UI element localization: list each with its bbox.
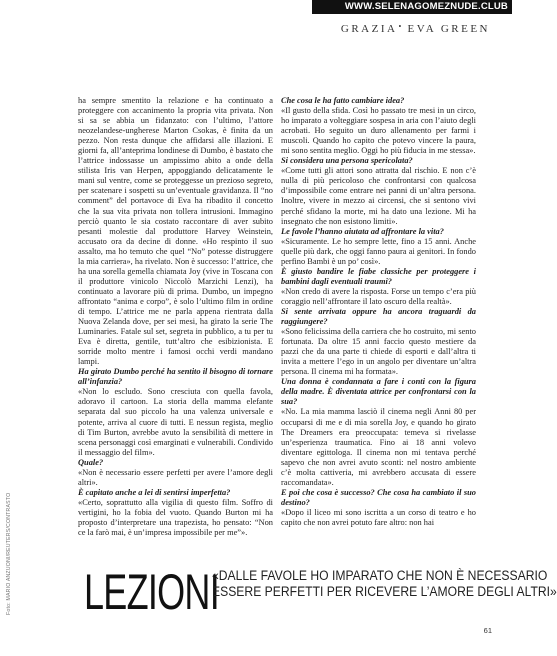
interview-question: È capitato anche a lei di sentirsi imperfetta? xyxy=(78,487,231,497)
magazine-name: GRAZIA xyxy=(340,23,398,35)
watermark-banner: WWW.SELENAGOMEZNUDE.CLUB xyxy=(312,0,512,14)
page-number: 61 xyxy=(483,626,492,635)
pull-quote xyxy=(212,568,557,600)
article-paragraph: «Come tutti gli attori sono attratta dal rischio. E non c’è nulla di più pericoloso che confrontarsi con qualcosa d’impossibile come entrare nei panni di un’altra persona. Inoltre, vivere in mezzo ai circensi, che si sentono vivi perché sfidano la morte, mi ha dato una lezione. Mi ha insegnato che non esistono limiti». xyxy=(281,166,476,226)
article-paragraph: «Non lo escludo. Sono cresciuta con quella favola, adoravo il cartoon. La storia della mamma elefante separata dal suo piccolo ha una valenza universale e potente, arriva al cuore di tutti. E nessun regista, meglio di Tim Burton, avrebbe avuto la sensibilità di mettere in scena personaggi così emarginati e vulnerabili. Condivido il messaggio del film». xyxy=(78,387,273,457)
article-paragraph: «Non credo di avere la risposta. Forse un tempo c’era più coraggio nell’affrontare il lato oscuro della realtà». xyxy=(281,286,476,306)
interview-question: Si sente arrivata oppure ha ancora traguardi da raggiungere? xyxy=(281,306,476,327)
interview-question: Che cosa le ha fatto cambiare idea? xyxy=(281,96,405,105)
article-paragraph: ha sempre smentito la relazione e ha continuato a proteggere con accanimento la propria vita privata. Non si sa se abbia un fidanzato: con l’ultimo, l’attore neozelandese-ungherese Marton Csokas, è finita da un pezzo. Non resta dunque che affidarsi alle illazioni. E giorni fa, all’anteprima londinese di Dumbo, è bastato che l’attrice indossasse un ampissimo abito a onde della stilista Iris van Herpen, appoggiando delicatamente le mani sul ventre, come se proteggesse un prezioso segreto, per scatenare i sospetti su un’eventuale gravidanza. Il “no comment” del portavoce di Eva ha ribadito il concetto che la sua vita privata non tollera intrusioni. Immagino perciò quanto le sia costato raccontare di aver subito pesanti molestie dal produttore Harvey Weinstein, accusato ora da decine di donne. «Ho respinto il suo assalto, ma ho temuto che quel “No” potesse distruggere la mia carriera», ha rivelato. Non è successo: l’attrice, che ha una sorella gemella chiamata Joy (vive in Toscana con il produttore vinicolo Niccolò Marzichi Lenzi), ha continuato a lavorare più di prima. Dumbo, un impegno affrontato “anima e corpo”, è solo l’ultimo film in ordine di tempo. L’attrice me ne parla appena rientrata dalla Nuova Zelanda dove, per sei mesi, ha girato la serie The Luminaries. Fatale sul set, segreta in pubblico, a tu per tu Eva è diretta, gentile, tutt’altro che esibizionista. E sorride molto mentre i famosi occhi verdi mandano lampi. xyxy=(78,96,273,367)
article-paragraph: «Dopo il liceo mi sono iscritta a un corso di teatro e ho capito che non avrei potuto fare altro: non hai xyxy=(281,507,476,527)
article-paragraph: «Non è necessario essere perfetti per avere l’amore degli altri». xyxy=(78,467,273,487)
article-paragraph: «Sono felicissima della carriera che ho costruito, mi sento fortunata. Da oltre 15 anni faccio questo mestiere da pazzi che da una parte ti chiede di esporti e dall’altra ti invita a mettere l’ego in un angolo per diventare un’altra persona. Il cinema mi ha formata». xyxy=(281,327,476,377)
interview-question: Quale? xyxy=(78,457,104,467)
interview-question: Una donna è condannata a fare i conti con la figura della madre. È diventata attrice per confrontarsi con la sua? xyxy=(281,377,476,407)
section-title: LEZIONI xyxy=(84,564,219,620)
article-paragraph: «No. La mia mamma lasciò il cinema negli Anni 80 per occuparsi di me e di mia sorella Joy, e quando ho girato The Dreamers era preoccupata: temeva si rivelasse un’esperienza traumatica. Fino ai 18 anni volevo diventare egittologa. Il cinema non mi tentava perché sapevo che non avrei avuto sconti: nel nostro ambiente c’è molta cattiveria, mi avrebbero accusata di essere raccomandata». xyxy=(281,407,476,487)
interview-question: È giusto bandire le fiabe classiche per proteggere i bambini dagli eventuali traumi? xyxy=(281,266,476,286)
interview-question: Ha girato Dumbo perché ha sentito il bisogno di tornare all’infanzia? xyxy=(78,367,273,387)
interview-question: E poi che cosa è successo? Che cosa ha cambiato il suo destino? xyxy=(281,487,476,507)
running-head xyxy=(341,22,490,35)
interview-question: Si considera una persona spericolata? xyxy=(281,156,413,166)
subject-name: EVA GREEN xyxy=(407,23,490,35)
article-paragraph: «Sicuramente. Le ho sempre lette, fino a 15 anni. Anche quelle più dark, che oggi fanno paura ai genitori. In fondo perfino Bambi è un po’ così». xyxy=(281,236,476,266)
article-column-right xyxy=(281,96,476,528)
article-paragraph: «Il gusto della sfida. Così ho passato tre mesi in un circo, ho imparato a volteggiare sospesa in aria con l’aiuto degli acrobati. Ho seguito un duro allenamento per farmi i muscoli. Quando ho capito che potevo vincere la paura, mi sono sentita meglio. Oggi ho più fiducia in me stessa». xyxy=(281,106,476,156)
separator-dot: • xyxy=(398,22,402,31)
pull-quote-line: «DALLE FAVOLE HO IMPARATO CHE NON È NECESSARIO xyxy=(212,568,548,583)
interview-question: Le favole l’hanno aiutata ad affrontare la vita? xyxy=(281,226,444,236)
article-column-left xyxy=(78,96,273,538)
article-paragraph: «Certo, soprattutto alla vigilia di questo film. Soffro di vertigini, ho la fobia del vuoto. Quando Burton mi ha proposto d’interpretare una trapezista, ho pensato: “Non ce la farò mai, è un’impresa impossibile per me”». xyxy=(78,497,273,538)
photo-credit: Foto: MARIO ANZUONI/REUTERS/CONTRASTO xyxy=(6,492,12,615)
pull-quote-line: ESSERE PERFETTI PER RICEVERE L’AMORE DEGLI ALTRI» xyxy=(212,584,557,599)
